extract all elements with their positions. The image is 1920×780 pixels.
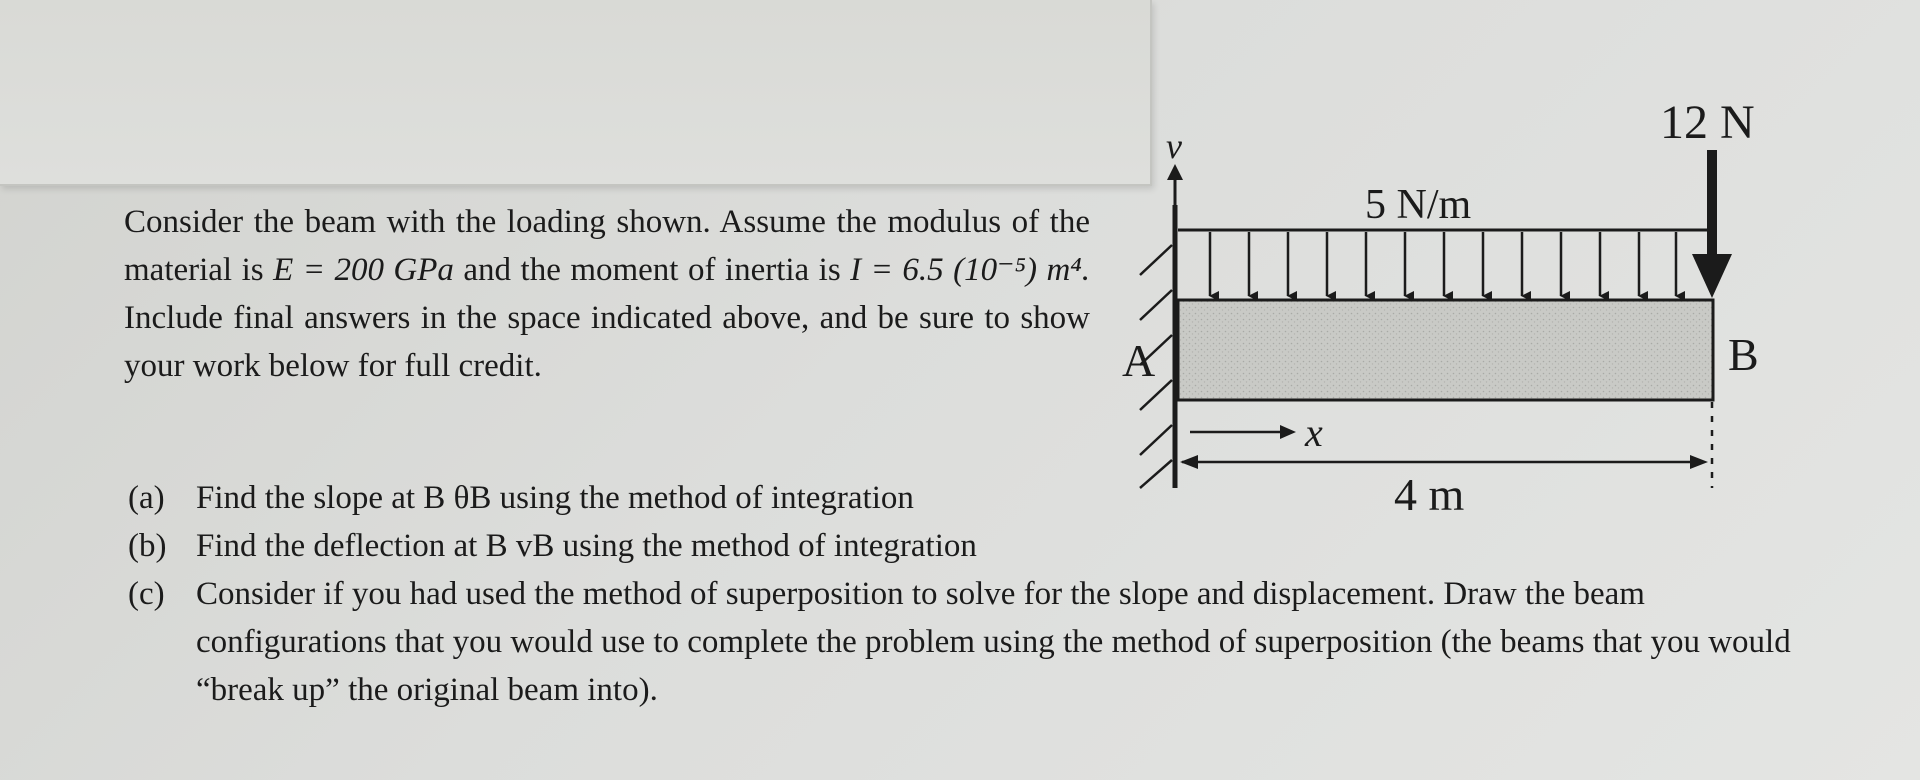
part-label: (b)	[128, 528, 167, 564]
beam	[1178, 300, 1713, 400]
length-dimension-left-arrowhead	[1180, 455, 1198, 469]
part-text: Find the slope at B θB using the method of integration	[196, 480, 914, 516]
modulus-value: E = 200 GPa	[273, 252, 454, 288]
free-end-label-b: B	[1728, 329, 1759, 380]
part-text: Find the deflection at B vB using the method of integration	[196, 528, 977, 564]
v-axis-arrowhead	[1167, 164, 1183, 180]
support-label-a: A	[1122, 335, 1156, 386]
x-axis-arrowhead	[1280, 425, 1296, 439]
intro-end: Include final answers in the space indicated above, and be sure to show your work below for full credit.	[124, 300, 1090, 384]
length-label: 4 m	[1394, 469, 1465, 520]
x-axis-label: x	[1305, 410, 1323, 455]
point-load-arrowhead	[1692, 254, 1732, 298]
distributed-load-arrows	[1210, 232, 1676, 296]
intro-mid: and the moment of inertia is	[463, 252, 841, 288]
part-label: (a)	[128, 480, 165, 516]
intro-text: Consider the beam with the loading shown. Assume the modulus of the material is	[124, 204, 1090, 288]
part-label: (c)	[128, 576, 165, 612]
point-load-label: 12 N	[1660, 96, 1755, 149]
distributed-load-label: 5 N/m	[1365, 182, 1472, 228]
part-text: Consider if you had used the method of superposition to solve for the slope and displacement. Draw the beam configurations that you would use to complete the problem using the method of superposition (the beams that you would “break up” the original beam into).	[196, 576, 1791, 708]
v-axis-label: v	[1166, 126, 1182, 166]
length-dimension-right-arrowhead	[1690, 455, 1708, 469]
inertia-value: I = 6.5 (10⁻⁵) m⁴.	[850, 252, 1091, 288]
